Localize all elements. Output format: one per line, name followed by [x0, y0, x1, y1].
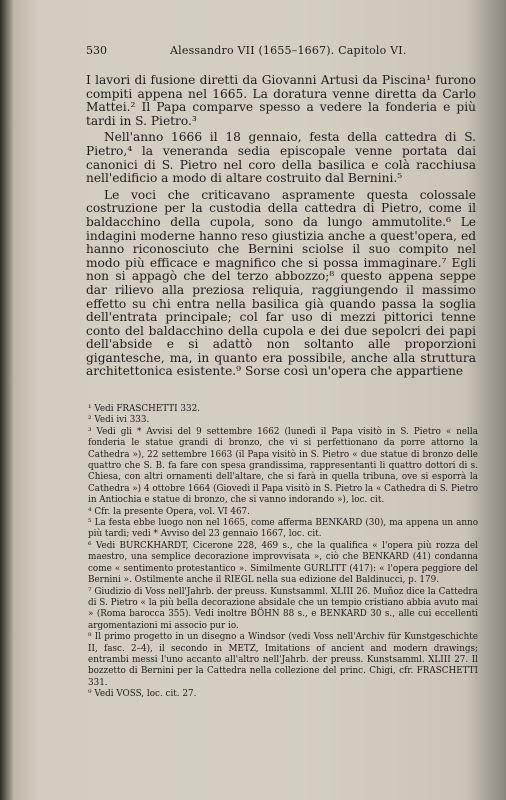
- page-header: [0, 44, 506, 64]
- footnote: ⁵ La festa ebbe luogo non nel 1665, come afferma BENKARD (30), ma appena un anno più tardi; vedi * Avviso del 23 gennaio 1667, loc. cit.: [88, 518, 478, 540]
- footnote: ⁶ Vedi BURCKHARDT, Cicerone 228, 469 s., che la qualifica « l'opera più rozza del maestro, una semplice decorazione improvvisata », ciò che BENKARD (41) condanna come « sentimento protestantico ». Similmente GURLITT (417): « l'opera peggiore del Bernini ». Ostilmente anche il RIEGL nella sua edizione del Baldinucci, p. 179.: [88, 540, 478, 586]
- paragraph: Nell'anno 1666 il 18 gennaio, festa della cattedra di S. Pietro,⁴ la veneranda sedia episcopale venne portata dai canonici di S. Pietro nel coro della basilica e colà racchiusa nell'edificio a modo di altare costruito dal Bernini.⁵: [86, 130, 476, 186]
- main-text: [86, 74, 476, 382]
- running-title: Alessandro VII (1655–1667). Capitolo VI.: [170, 44, 407, 57]
- footnote: ² Vedi ivi 333.: [88, 415, 150, 426]
- footnote: ³ Vedi gli * Avvisi del 9 settembre 1662 (lunedì il Papa visitò in S. Pietro « nella fonderia le statue grandi di bronzo, che vi si perfettionano da porre attorno la Cathedra »), 22 settembre 1663 (il Papa visitò in S. Pietro « due statue di bronzo delle quattro che S. B. fa fare con spesa grandissima, rappresentanti li quattro dottori di s. Chiesa, con altri ornamenti dell'altare, che si farà in quella tribuna, ove si esporrà la Cathedra ») 4 ottobre 1664 (Giovedì il Papa visitò in S. Pietro la « Cathedra di S. Pietro in Antiochia e statue di bronzo, che si vanno indorando »), loc. cit.: [88, 426, 478, 506]
- footnote: ⁸ Il primo progetto in un disegno a Windsor (vedi Voss nell'Archiv für Kunstgeschichte II, fasc. 2–4), il secondo in METZ, Imitations of ancient and modern drawings; entrambi messi l'uno accanto all'altro nell'Jahrb. der preuss. Kunstsamml. XLIII 27. Il bozzetto di Bernini per la Cattedra nella collezione del princ. Chigi, cfr. FRASCHETTI 331.: [88, 632, 478, 688]
- footnote: ⁴ Cfr. la presente Opera, vol. VI 467.: [88, 506, 250, 517]
- footnote: ⁹ Vedi VOSS, loc. cit. 27.: [88, 689, 197, 700]
- footnote: ⁷ Giudizio di Voss nell'Jahrb. der preuss. Kunstsamml. XLIII 26. Muñoz dice la Cattedra di S. Pietro « la più bella decorazione absidale che un tempio cristiano abbia avuto mai » (Roma barocca 355). Vedi inoltre BÖHN 88 s., e BENKARD 30 s., alle cui eccellenti argomentazioni mi associo pur io.: [88, 586, 478, 631]
- page-number: 530: [86, 44, 107, 57]
- footnote: ¹ Vedi FRASCHETTI 332.: [88, 404, 201, 414]
- paragraph: Le voci che criticavano aspramente questa colossale costruzione per la custodia della cattedra di Pietro, come il baldacchino della cupola, sono da lungo ammutolite.⁶ Le indagini moderne hanno reso giustizia anche a quest'opera, ed hanno riconosciuto che Bernini sciolse il suo compito nel modo più efficace e magnifico che si possa immaginare.⁷ Egli non si appagò che del terzo abbozzo;⁸ questo appena seppe dar rilievo alla preziosa reliquia, raggiungendo il massimo effetto su chi entra nella basilica già quando passa la soglia dell'entrata principale; col far uso di mezzi pittorici tenne conto del baldacchino della cupola e dei due sepolcri dei papi dell'abside e si adattò non soltanto alle proporzioni gigantesche, ma, in quanto era possibile, anche alla struttura architettonica esistente.⁹ Sorse così un'opera che appartiene: [86, 187, 476, 379]
- footnotes: [88, 404, 478, 701]
- paragraph: I lavori di fusione diretti da Giovanni Artusi da Piscina¹ furono compiti appena nel 1665. La doratura venne diretta da Carlo Mattei.² Il Papa comparve spesso a vedere la fonderia e più tardi in S. Pietro.³: [86, 73, 476, 128]
